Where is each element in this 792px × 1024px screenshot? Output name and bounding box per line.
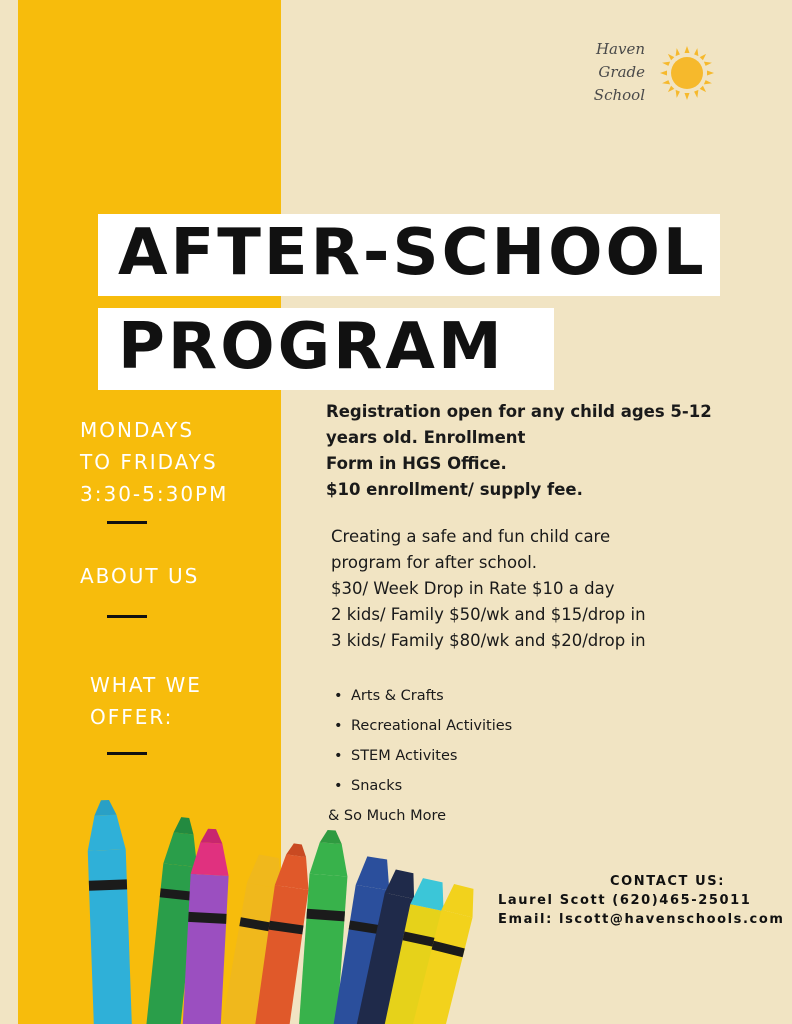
offer-heading-line: OFFER:	[90, 705, 174, 729]
about-line: Creating a safe and fun child care	[331, 527, 611, 546]
contact-email: Email: lscott@havenschools.com	[498, 912, 785, 927]
contact-heading: CONTACT US:	[610, 874, 726, 889]
divider	[107, 521, 147, 524]
schedule-hours: 3:30-5:30PM	[80, 482, 229, 506]
registration-info	[326, 399, 736, 503]
registration-line: Form in HGS Office.	[326, 454, 507, 473]
school-name	[575, 38, 645, 107]
school-name-line: Haven	[595, 40, 645, 58]
schedule-text	[80, 414, 228, 510]
divider	[107, 752, 147, 755]
sun-icon	[658, 44, 716, 102]
crayons-illustration	[80, 795, 480, 1024]
title-line-2: PROGRAM	[118, 310, 505, 384]
schedule-days: MONDAYS	[80, 418, 195, 442]
about-line: 3 kids/ Family $80/wk and $20/drop in	[331, 631, 646, 650]
about-line: program for after school.	[331, 553, 538, 572]
offer-heading-line: WHAT WE	[90, 673, 202, 697]
title-box-line-1	[98, 214, 720, 296]
registration-line: Registration open for any child ages 5-12	[326, 402, 712, 421]
what-we-offer-heading	[90, 669, 202, 733]
offer-list	[334, 683, 512, 803]
list-item: • STEM Activites	[334, 743, 512, 773]
about-line: 2 kids/ Family $50/wk and $15/drop in	[331, 605, 646, 624]
list-item: • Recreational Activities	[334, 713, 512, 743]
registration-line: years old. Enrollment	[326, 428, 526, 447]
contact-info	[498, 872, 785, 929]
title-box-line-2	[98, 308, 554, 390]
about-us-heading: ABOUT US	[80, 564, 200, 588]
schedule-days-end: TO FRIDAYS	[80, 450, 218, 474]
list-item: • Snacks	[334, 773, 512, 803]
about-line: $30/ Week Drop in Rate $10 a day	[331, 579, 615, 598]
school-name-line: Grade	[598, 63, 645, 81]
registration-line: $10 enrollment/ supply fee.	[326, 480, 583, 499]
about-us-text	[331, 524, 731, 654]
divider	[107, 615, 147, 618]
crayon-icon	[86, 799, 132, 1024]
so-much-more-text: & So Much More	[328, 808, 447, 824]
school-name-line: School	[593, 86, 645, 104]
contact-name-phone: Laurel Scott (620)465-25011	[498, 893, 752, 908]
list-item: • Arts & Crafts	[334, 683, 512, 713]
title-line-1: AFTER-SCHOOL	[118, 216, 707, 290]
